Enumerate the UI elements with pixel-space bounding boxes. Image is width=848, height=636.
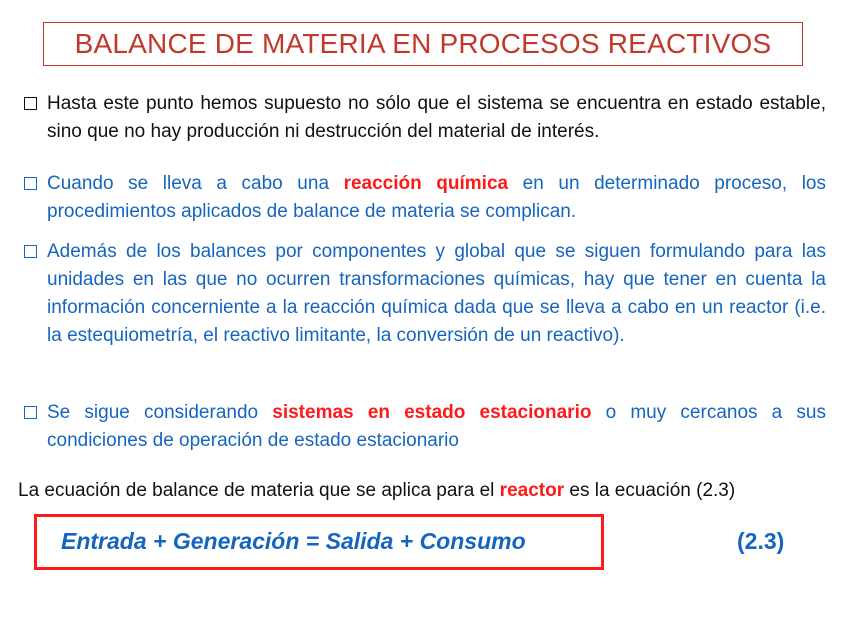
equation-intro-highlight: reactor — [499, 480, 565, 501]
equation-intro-post: es la ecuación (2.3) — [564, 480, 736, 501]
bullet-text-pre: Se sigue considerando — [47, 402, 273, 423]
equation-intro-pre: La ecuación de balance de materia que se aplica para el — [18, 480, 500, 501]
checkbox-bullet-icon — [24, 97, 37, 110]
bullet-highlight: sistemas en estado estacionario — [272, 402, 592, 423]
bullet-text-post: o muy cercanos a sus condiciones de operación de estado estacionario — [47, 402, 826, 451]
equation-number: (2.3) — [737, 528, 785, 554]
bullet-item-1 — [22, 90, 826, 146]
checkbox-bullet-icon — [24, 406, 37, 419]
bullet-item-2 — [22, 170, 826, 226]
bullet-text: Hasta este punto hemos supuesto no sólo que el sistema se encuentra en estado estable, sino que no hay producción ni destrucción del material de interés. — [47, 93, 826, 142]
equation-intro — [18, 480, 735, 502]
bullet-item-4 — [22, 399, 826, 455]
equation-text: Entrada + Generación = Salida + Consumo — [61, 528, 526, 554]
bullet-text-post: en un determinado proceso, los procedimientos aplicados de balance de materia se complican. — [47, 173, 827, 222]
bullet-item-3 — [22, 238, 826, 350]
bullet-highlight: reacción química — [343, 173, 509, 194]
bullet-text: Además de los balances por componentes y global que se siguen formulando para las unidades en las que no ocurren transformaciones químicas, hay que tener en cuenta la información concerniente a la reacción química dada que se lleva a cabo en un reactor (i.e. la estequiometría, el reactivo limitante, la conversión de un reactivo). — [47, 241, 826, 346]
checkbox-bullet-icon — [24, 177, 37, 190]
slide-title: BALANCE DE MATERIA EN PROCESOS REACTIVOS — [74, 28, 772, 59]
checkbox-bullet-icon — [24, 245, 37, 258]
bullet-text-pre: Cuando se lleva a cabo una — [47, 173, 344, 194]
title-box — [43, 22, 803, 66]
